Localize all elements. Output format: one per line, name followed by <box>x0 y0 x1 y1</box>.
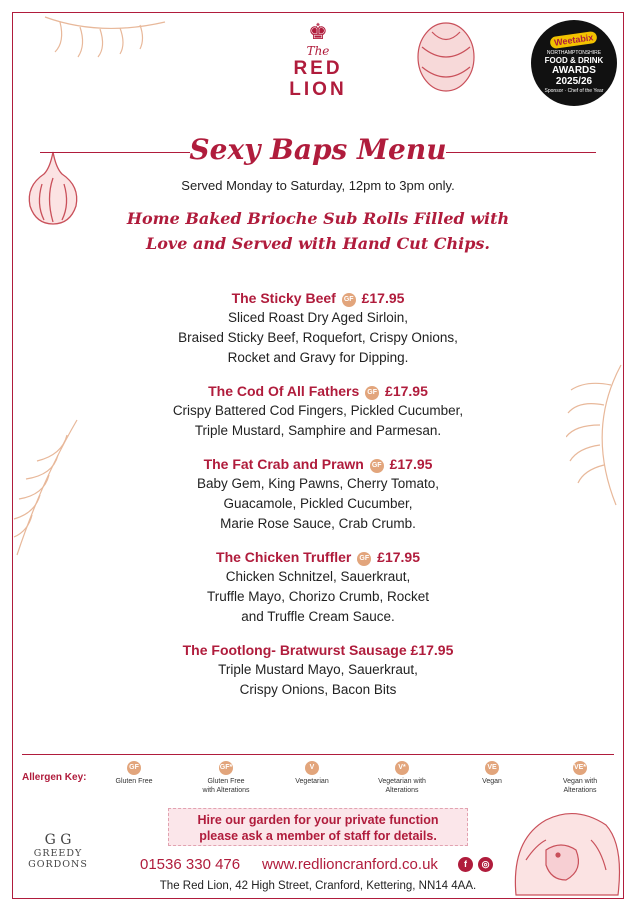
item-desc-line: and Truffle Cream Sauce. <box>241 609 395 624</box>
title-row <box>40 132 596 172</box>
greedy-gordons-logo <box>22 832 94 870</box>
instagram-icon[interactable]: ◎ <box>478 857 493 872</box>
badge-years: 2025/26 <box>555 76 593 87</box>
item-price: £17.95 <box>389 456 433 472</box>
address: The Red Lion, 42 High Street, Cranford, Kettering, NN14 4AA. <box>159 880 477 892</box>
item-heading <box>0 547 636 567</box>
allergen-key <box>20 761 616 801</box>
vegetarian-alterations-icon: V* <box>395 761 409 775</box>
crest-icon: ♚ <box>308 19 328 44</box>
allergen-label: Gluten Free <box>207 778 245 785</box>
badge-line1: FOOD & DRINK <box>544 56 604 65</box>
item-name: The Footlong- Bratwurst Sausage <box>182 642 407 658</box>
item-heading <box>0 381 636 401</box>
greedy-gordons-line2: GORDONS <box>28 859 88 870</box>
allergen-label: Vegetarian <box>295 778 329 785</box>
item-desc-line: Truffle Mayo, Chorizo Crumb, Rocket <box>206 589 430 604</box>
item-desc-line: Marie Rose Sauce, Crab Crumb. <box>220 516 416 531</box>
hire-garden-box <box>168 808 468 846</box>
subtitle-line2: Love and Served with Hand Cut Chips. <box>146 234 490 253</box>
badge-sponsor: Sponsor · Chef of the Year <box>544 88 604 94</box>
allergen-divider <box>22 754 614 755</box>
allergen-label-2: Alterations <box>563 787 597 794</box>
item-heading <box>0 640 636 660</box>
menu-item-crab-prawn <box>0 454 636 534</box>
item-heading <box>0 288 636 308</box>
menu-subtitle <box>0 206 636 256</box>
item-desc-line: Triple Mustard, Samphire and Parmesan. <box>194 423 442 438</box>
vegan-icon: VE <box>485 761 499 775</box>
red-lion-logo <box>268 20 368 100</box>
item-heading <box>0 454 636 474</box>
vegan-alterations-icon: VE* <box>573 761 587 775</box>
hire-line1: Hire our garden for your private function <box>197 813 439 827</box>
badge-line2: AWARDS <box>552 65 596 76</box>
allergen-vegan-alterations <box>540 761 620 795</box>
item-price: £17.95 <box>377 549 420 565</box>
allergen-label: Vegan with <box>562 778 598 785</box>
allergen-label: Gluten Free <box>115 778 153 785</box>
vegetarian-icon: V <box>305 761 319 775</box>
menu-item-bratwurst <box>0 640 636 700</box>
gluten-free-icon: GF <box>365 386 379 400</box>
facebook-icon[interactable]: f <box>458 857 473 872</box>
allergen-label-2: Alterations <box>385 787 419 794</box>
logo-the: The <box>306 44 330 58</box>
menu-list <box>0 288 636 713</box>
item-name: The Fat Crab and Prawn <box>203 456 364 472</box>
hire-line2: please ask a member of staff for details. <box>199 829 437 843</box>
greedy-gordons-monogram: G G <box>44 832 72 848</box>
awards-badge <box>531 20 617 106</box>
item-desc-line: Crispy Battered Cod Fingers, Pickled Cucumber, <box>172 403 464 418</box>
badge-brand: Weetabix <box>550 31 599 49</box>
gluten-free-icon: GF <box>127 761 141 775</box>
logo-name-line1: RED <box>293 58 343 79</box>
allergen-gluten-free-alterations <box>186 761 266 795</box>
menu-title: Sexy Baps Menu <box>189 133 447 166</box>
item-name: The Cod Of All Fathers <box>208 383 360 399</box>
menu-item-cod <box>0 381 636 441</box>
allergen-label-2: with Alterations <box>202 787 250 794</box>
allergen-vegan <box>452 761 532 786</box>
badge-region: NORTHAMPTONSHIRE <box>546 50 602 56</box>
menu-item-sticky-beef <box>0 288 636 368</box>
item-desc-line: Braised Sticky Beef, Roquefort, Crispy Onions, <box>178 330 458 345</box>
gluten-free-icon: GF <box>342 293 356 307</box>
leaf-illustration-top-left <box>40 12 170 62</box>
menu-item-chicken-truffler <box>0 547 636 627</box>
allergen-vegetarian <box>272 761 352 786</box>
item-price: £17.95 <box>385 383 428 399</box>
item-price: £17.95 <box>410 642 454 658</box>
allergen-key-label: Allergen Key: <box>22 772 87 783</box>
item-price: £17.95 <box>361 290 405 306</box>
item-desc-line: Baby Gem, King Pawns, Cherry Tomato, <box>196 476 440 491</box>
allergen-label: Vegetarian with <box>378 778 426 785</box>
item-desc-line: Crispy Onions, Bacon Bits <box>239 682 397 697</box>
item-desc-line: Guacamole, Pickled Cucumber, <box>223 496 413 511</box>
item-desc-line: Chicken Schnitzel, Sauerkraut, <box>225 569 411 584</box>
artichoke-illustration <box>408 12 484 102</box>
allergen-vegetarian-alterations <box>362 761 442 795</box>
item-desc-line: Rocket and Gravy for Dipping. <box>227 350 409 365</box>
allergen-label: Vegan <box>482 778 502 785</box>
gluten-free-icon: GF <box>370 459 384 473</box>
logo-name-line2: LION <box>289 79 347 100</box>
gluten-free-alterations-icon: GF* <box>219 761 233 775</box>
website-link[interactable]: www.redlioncranford.co.uk <box>262 856 438 873</box>
item-name: The Sticky Beef <box>231 290 336 306</box>
subtitle-line1: Home Baked Brioche Sub Rolls Filled with <box>126 209 510 228</box>
allergen-gluten-free <box>94 761 174 786</box>
item-desc-line: Triple Mustard Mayo, Sauerkraut, <box>218 662 418 677</box>
item-desc-line: Sliced Roast Dry Aged Sirloin, <box>227 310 409 325</box>
phone-number[interactable]: 01536 330 476 <box>140 856 241 873</box>
item-name: The Chicken Truffler <box>216 549 352 565</box>
served-hours: Served Monday to Saturday, 12pm to 3pm only. <box>181 178 455 193</box>
greedy-gordons-line1: GREEDY <box>33 848 83 859</box>
gluten-free-icon: GF <box>357 552 371 566</box>
